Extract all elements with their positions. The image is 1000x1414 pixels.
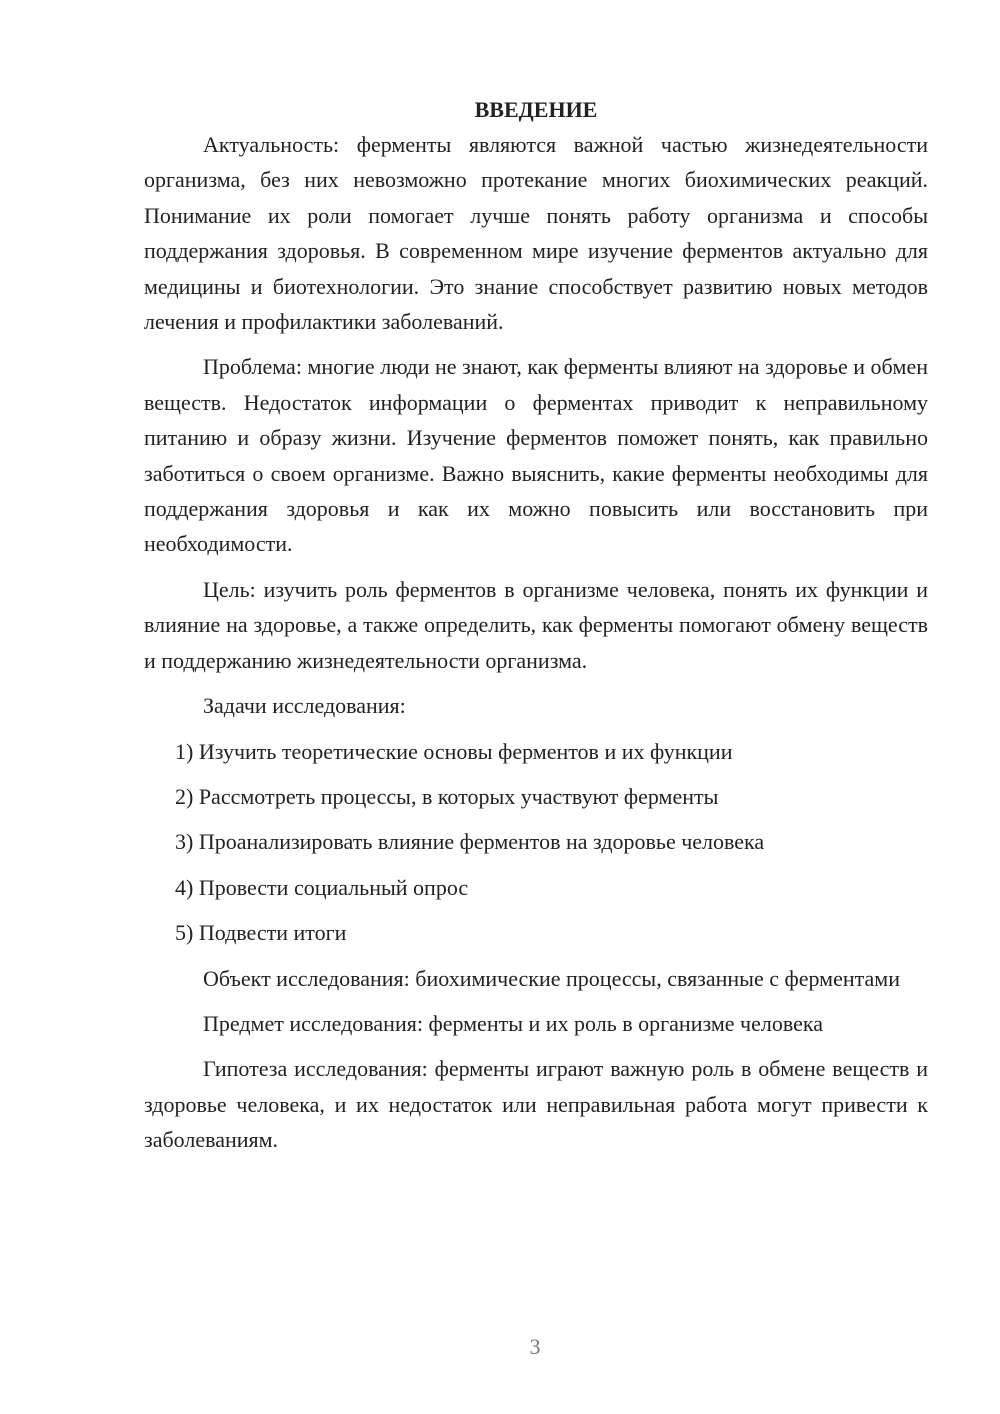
page-number: 3: [529, 1334, 541, 1359]
relevance-paragraph: Актуальность: ферменты являются важной частью жизнедеятельности организма, без них невозможно протекание многих биохимических реакций. Понимание их роли помогает лучше понять работу организма и способы поддержания здоровья. В современном мире изучение ферментов актуально для медицины и биотехнологии. Это знание способствует развитию новых методов лечения и профилактики заболеваний.: [144, 132, 928, 335]
tasks-heading: Задачи исследования:: [203, 693, 406, 719]
subject-paragraph: Предмет исследования: ферменты и их роль в организме человека: [203, 1010, 823, 1036]
task-item-1: 1) Изучить теоретические основы ферментов и их функции: [175, 738, 733, 764]
task-item-5: 5) Подвести итоги: [175, 920, 347, 946]
tasks-list: [144, 734, 928, 951]
hypothesis-paragraph: Гипотеза исследования: ферменты играют важную роль в обмене веществ и здоровье человека, и их недостаток или неправильная работа могут привести к заболеваниям.: [144, 1056, 928, 1153]
document-page: [144, 94, 928, 1158]
problem-paragraph: Проблема: многие люди не знают, как ферменты влияют на здоровье и обмен веществ. Недостаток информации о ферментах приводит к неправильному питанию и образу жизни. Изучение ферментов поможет понять, как правильно заботиться о своем организме. Важно выяснить, какие ферменты необходимы для поддержания здоровья и как их можно повысить или восстановить при необходимости.: [144, 354, 928, 557]
task-item-4: 4) Провести социальный опрос: [175, 874, 469, 900]
task-item-3: 3) Проанализировать влияние ферментов на здоровье человека: [175, 829, 765, 855]
task-item-2: 2) Рассмотреть процессы, в которых участвуют ферменты: [175, 783, 719, 809]
object-paragraph: Объект исследования: биохимические процессы, связанные с ферментами: [203, 965, 900, 991]
goal-paragraph: Цель: изучить роль ферментов в организме человека, понять их функции и влияние на здоровье, а также определить, как ферменты помогают обмену веществ и поддержанию жизнедеятельности организма.: [144, 576, 928, 673]
page-title: ВВЕДЕНИЕ: [474, 97, 598, 122]
